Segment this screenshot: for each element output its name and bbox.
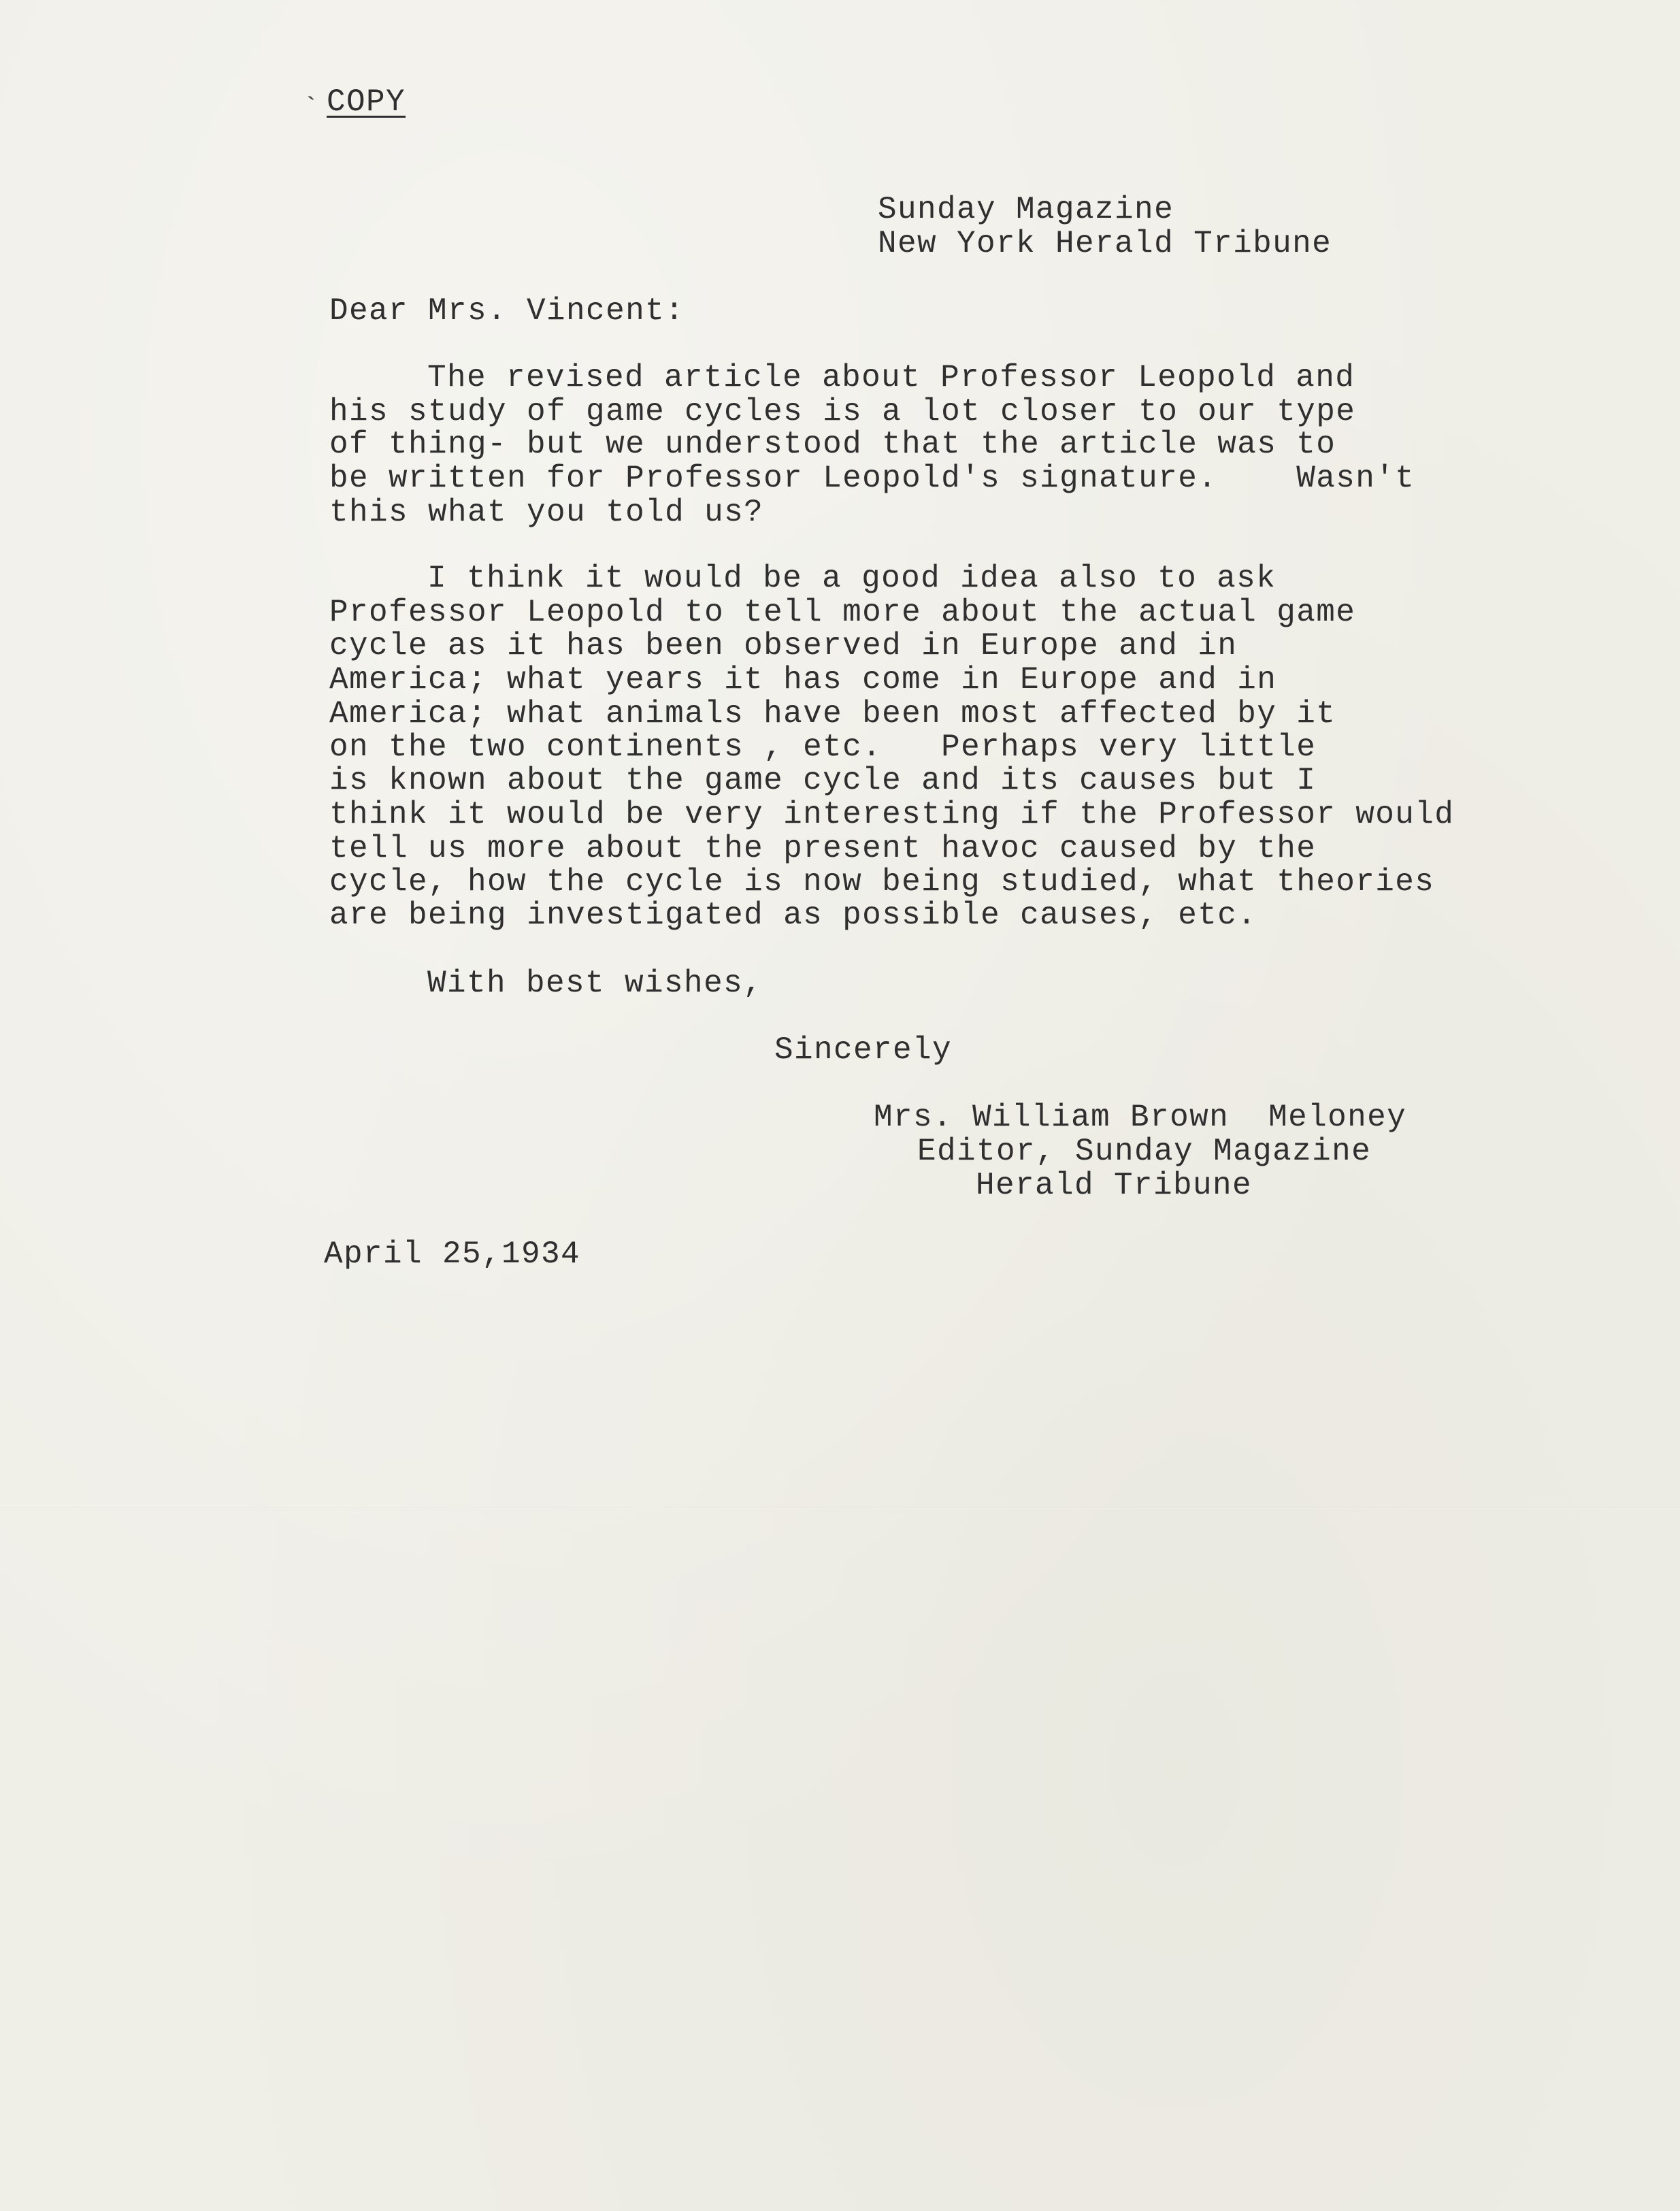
signoff: Sincerely: [774, 1032, 953, 1068]
sender-line-2: New York Herald Tribune: [878, 226, 1332, 261]
paragraph-2-line: I think it would be a good idea also to ask: [427, 561, 1277, 596]
paragraph-1-line: be written for Professor Leopold's signature. Wasn't: [329, 461, 1415, 496]
paragraph-2-line: America; what animals have been most affected by it: [329, 696, 1336, 732]
signature-paper: Herald Tribune: [976, 1168, 1253, 1203]
paragraph-2-line: cycle, how the cycle is now being studied, what theories: [329, 864, 1435, 900]
paragraph-2-line: is known about the game cycle and its causes but I: [329, 763, 1317, 798]
paragraph-2-line: are being investigated as possible causes, etc.: [329, 898, 1257, 933]
paragraph-2-line: think it would be very interesting if the Professor would: [329, 797, 1455, 832]
paragraph-2-line: on the two continents , etc. Perhaps very little: [329, 730, 1317, 765]
salutation: Dear Mrs. Vincent:: [329, 293, 685, 329]
pencil-mark: `: [303, 94, 320, 125]
paragraph-2-line: Professor Leopold to tell more about the actual game: [329, 595, 1356, 630]
signature-title: Editor, Sunday Magazine: [917, 1134, 1372, 1169]
paragraph-2-line: tell us more about the present havoc caused by the: [329, 831, 1317, 866]
paragraph-1-line: The revised article about Professor Leopold and: [427, 360, 1355, 395]
paragraph-1-line: this what you told us?: [329, 495, 764, 530]
paragraph-1-line: of thing- but we understood that the article was to: [329, 427, 1336, 462]
closing-wish: With best wishes,: [427, 966, 763, 1001]
paragraph-2-line: cycle as it has been observed in Europe and in: [329, 628, 1238, 664]
copy-mark: COPY: [327, 84, 406, 120]
paper-fold-line: [0, 1507, 1680, 1510]
signature-name: Mrs. William Brown Meloney: [874, 1100, 1407, 1135]
paragraph-1-line: his study of game cycles is a lot closer to our type: [329, 394, 1356, 429]
sender-line-1: Sunday Magazine: [878, 192, 1174, 227]
paragraph-2-line: America; what years it has come in Europe and in: [329, 662, 1277, 698]
letter-date: April 25,1934: [324, 1236, 581, 1272]
